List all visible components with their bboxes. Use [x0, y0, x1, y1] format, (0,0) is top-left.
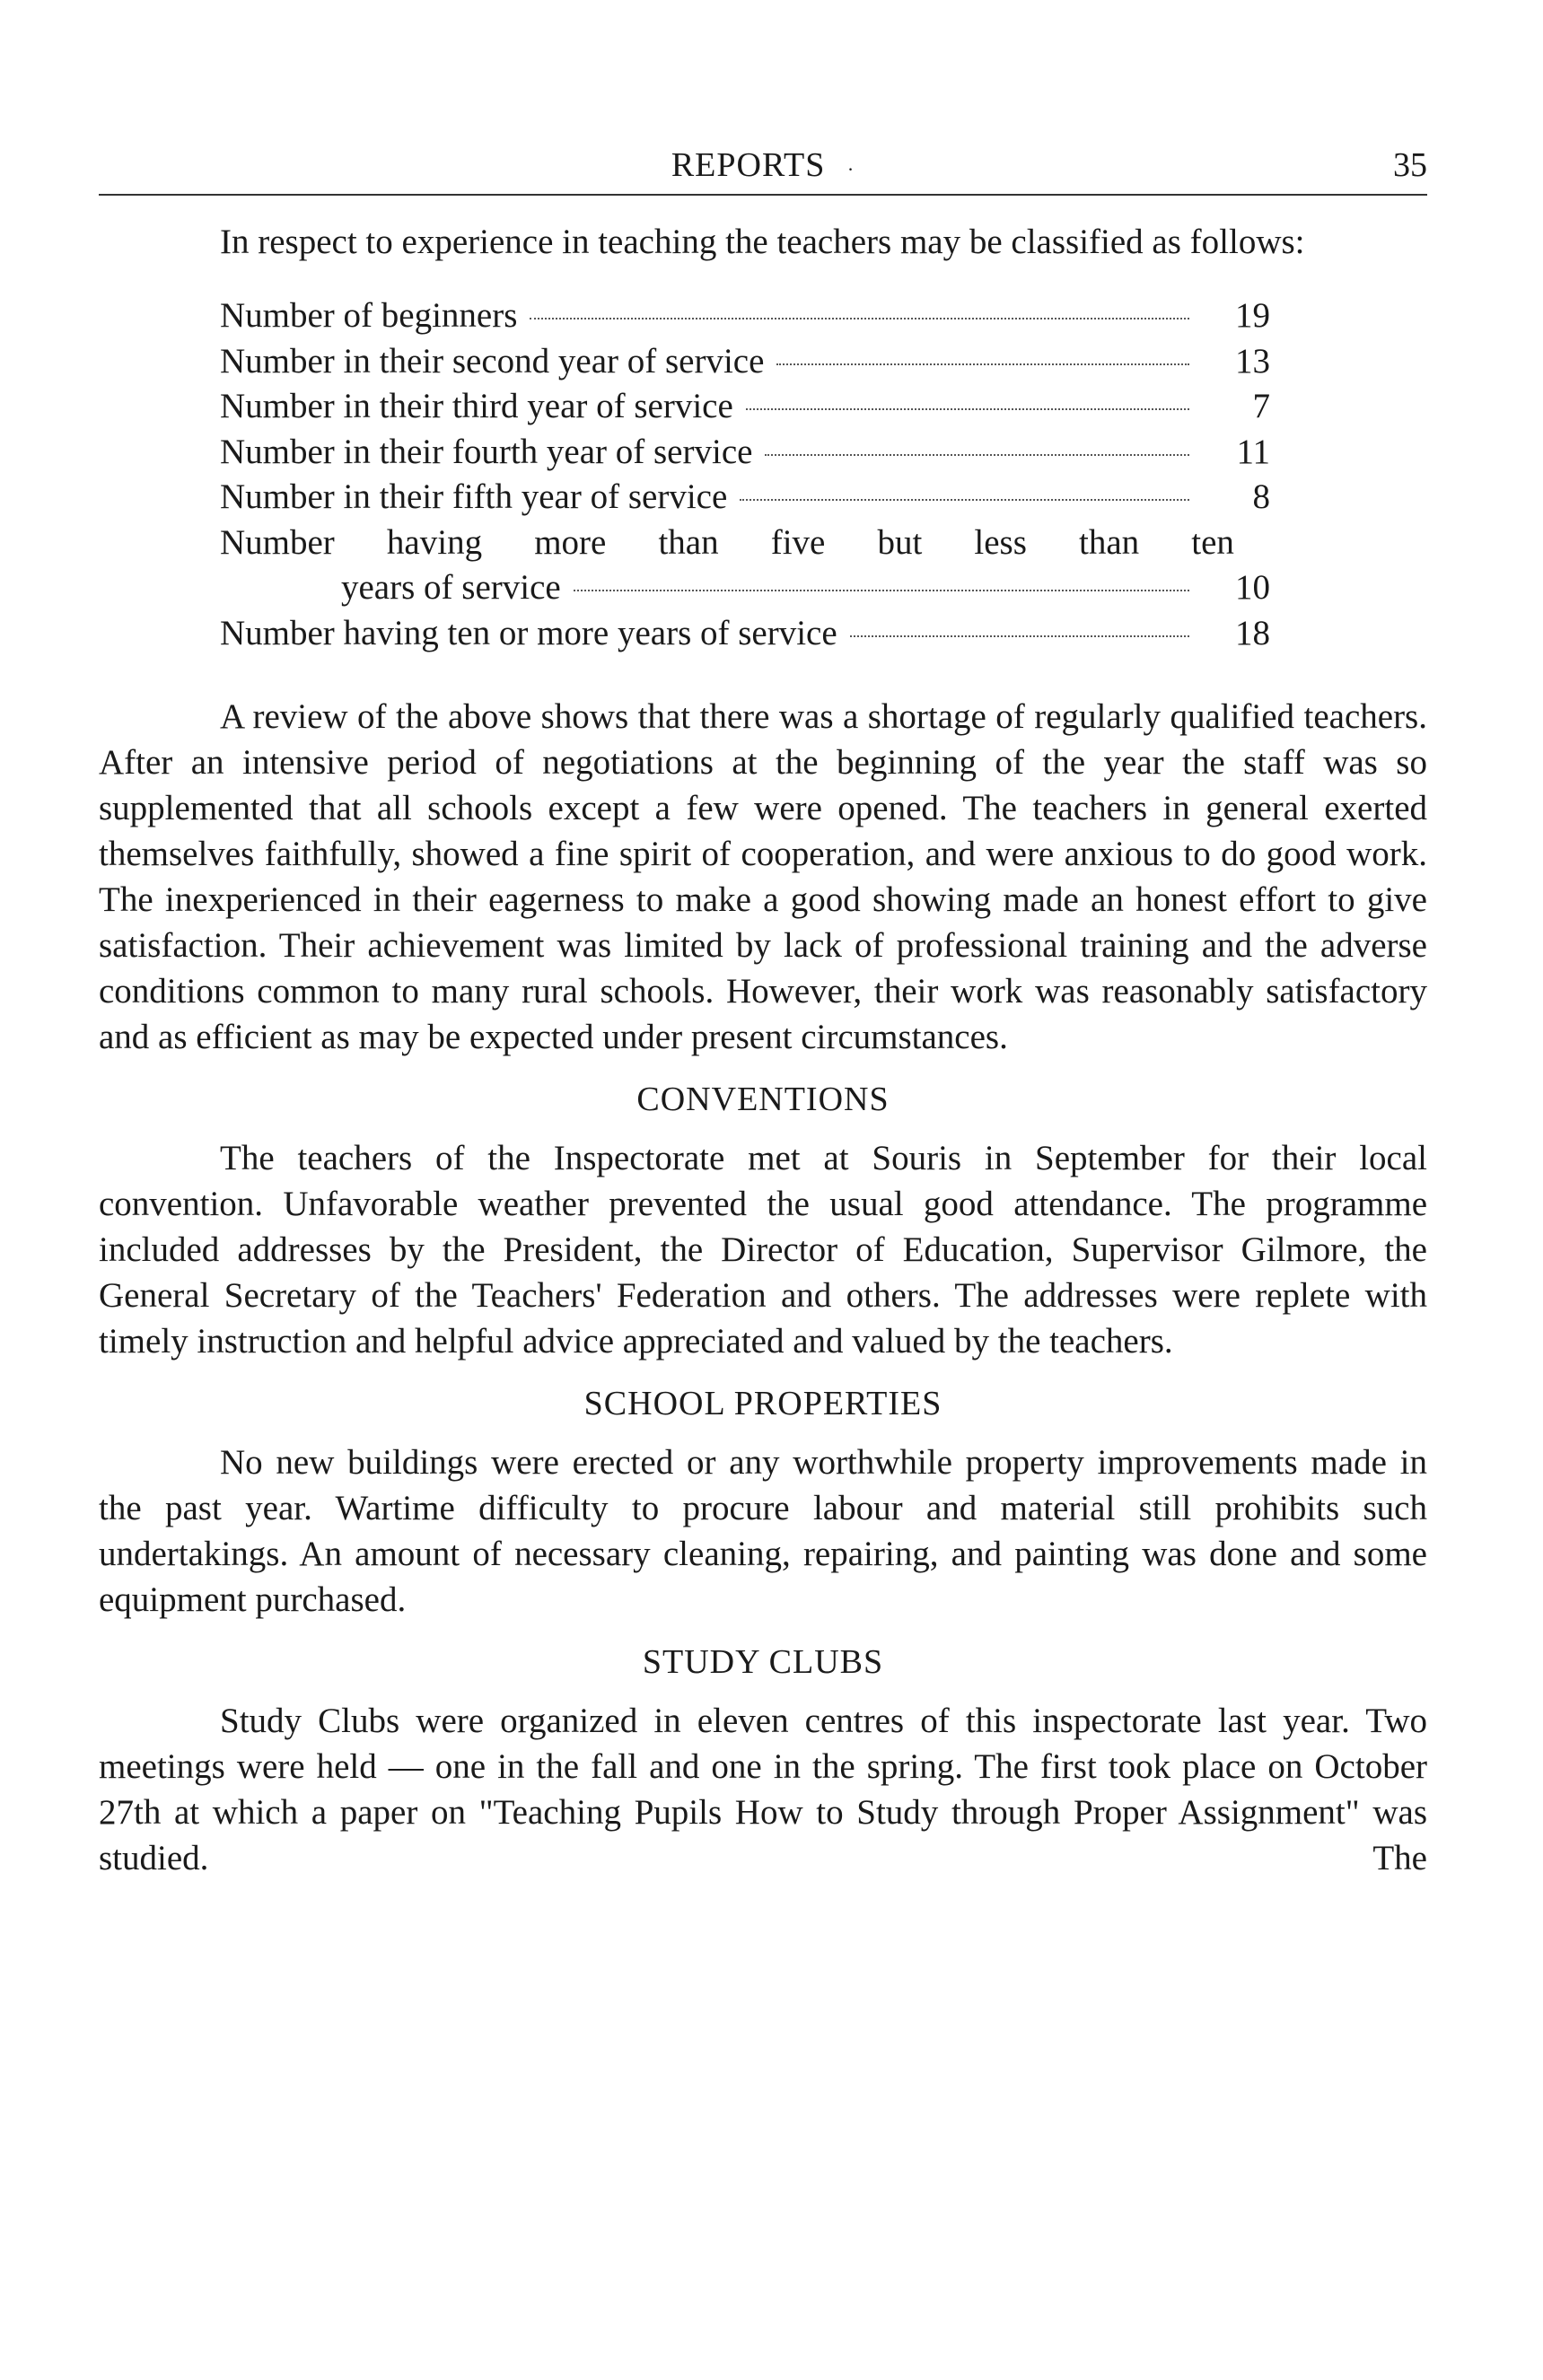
section-heading-study-clubs: STUDY CLUBS	[642, 1643, 884, 1681]
review-paragraph: A review of the above shows that there was a shortage of regularly qualified teachers. After an intensive period of negotiations at the beginning of the year the staff was so supplemented that all schools except a few were opened. The teachers in general exerted themselves faithfully, showed a fine spirit of cooperation, and were anxious to do good work. The inexperienced in their eagerness to make a good showing made an honest effort to give satisfaction. Their achievement was limited by lack of professional training and the adverse conditions common to many rural schools. However, their work was reasonably satisfactory and as efficient as may be expected under present circumstances.	[99, 697, 1427, 1056]
section-heading-conventions: CONVENTIONS	[636, 1081, 890, 1118]
table-row	[220, 430, 1270, 476]
running-head-title-text: REPORTS	[671, 146, 826, 184]
table-row	[220, 611, 1270, 657]
label-word: than	[1079, 522, 1140, 562]
section-heading-school-properties: SCHOOL PROPERTIES	[583, 1385, 942, 1422]
row-value: 10	[1235, 568, 1270, 607]
page	[99, 135, 1427, 1881]
dot-leader	[746, 408, 1189, 410]
row-label: Number in their fourth year of service	[220, 432, 753, 471]
label-word: Number	[220, 522, 335, 562]
dot-leader	[740, 499, 1189, 501]
label-word: but	[877, 522, 923, 562]
label-word: than	[658, 522, 719, 562]
intro-paragraph: In respect to experience in teaching the teachers may be classified as follows:	[220, 223, 1305, 261]
row-value: 18	[1235, 613, 1270, 652]
label-word: five	[770, 522, 826, 562]
table-row	[220, 475, 1270, 521]
table-row	[220, 384, 1270, 430]
header-rule	[99, 194, 1427, 196]
experience-table	[220, 293, 1270, 656]
conventions-paragraph: The teachers of the Inspectorate met at Souris in September for their local convention. Unfavorable weather prevented the usual good attendance. The programme included addresses by the President, the Director of Education, Supervisor Gilmore, the General Secretary of the Teachers' Federation and others. The addresses were replete with timely instruction and helpful advice appreciated and valued by the teachers.	[99, 1139, 1427, 1361]
row-label: Number having ten or more years of service	[220, 613, 837, 652]
dot-leader	[850, 635, 1189, 637]
table-row	[220, 293, 1270, 339]
label-word: more	[534, 522, 607, 562]
row-value: 13	[1235, 341, 1270, 381]
label-word: less	[974, 522, 1027, 562]
table-row-wrapped-label	[220, 521, 1234, 566]
row-value: 8	[1252, 477, 1270, 516]
dot-leader	[530, 318, 1189, 319]
page-number: 35	[1393, 146, 1427, 184]
row-label: Number of beginners	[220, 296, 518, 335]
running-head	[99, 135, 1427, 192]
row-value: 11	[1236, 432, 1270, 471]
school-properties-paragraph: No new buildings were erected or any worthwhile property improvements made in the past year. Wartime difficulty to procure labour and material still prohibits such undertakings. An amount of necessary cleaning, repairing, and painting was done and some equipment purchased.	[99, 1443, 1427, 1619]
row-value: 7	[1252, 387, 1270, 425]
dot-leader	[765, 454, 1189, 456]
running-head-title	[99, 145, 1427, 185]
study-clubs-paragraph: Study Clubs were organized in eleven centres of this inspectorate last year. Two meetings were held — one in the fall and one in the spring. The first took place on October 27th at which a paper on "Teaching Pupils How to Study through Proper Assignment" was studied. The	[99, 1702, 1427, 1877]
dot-leader	[776, 363, 1189, 365]
row-label: Number in their second year of service	[220, 341, 765, 381]
row-label: years of service	[341, 568, 561, 607]
label-word: ten	[1191, 522, 1234, 562]
label-word: having	[386, 522, 483, 562]
running-head-separator: ·	[846, 158, 855, 180]
row-label: Number in their fifth year of service	[220, 477, 728, 516]
table-row	[220, 565, 1270, 611]
dot-leader	[574, 590, 1189, 591]
table-row	[220, 339, 1270, 385]
row-label: Number in their third year of service	[220, 387, 733, 425]
row-value: 19	[1235, 296, 1270, 335]
